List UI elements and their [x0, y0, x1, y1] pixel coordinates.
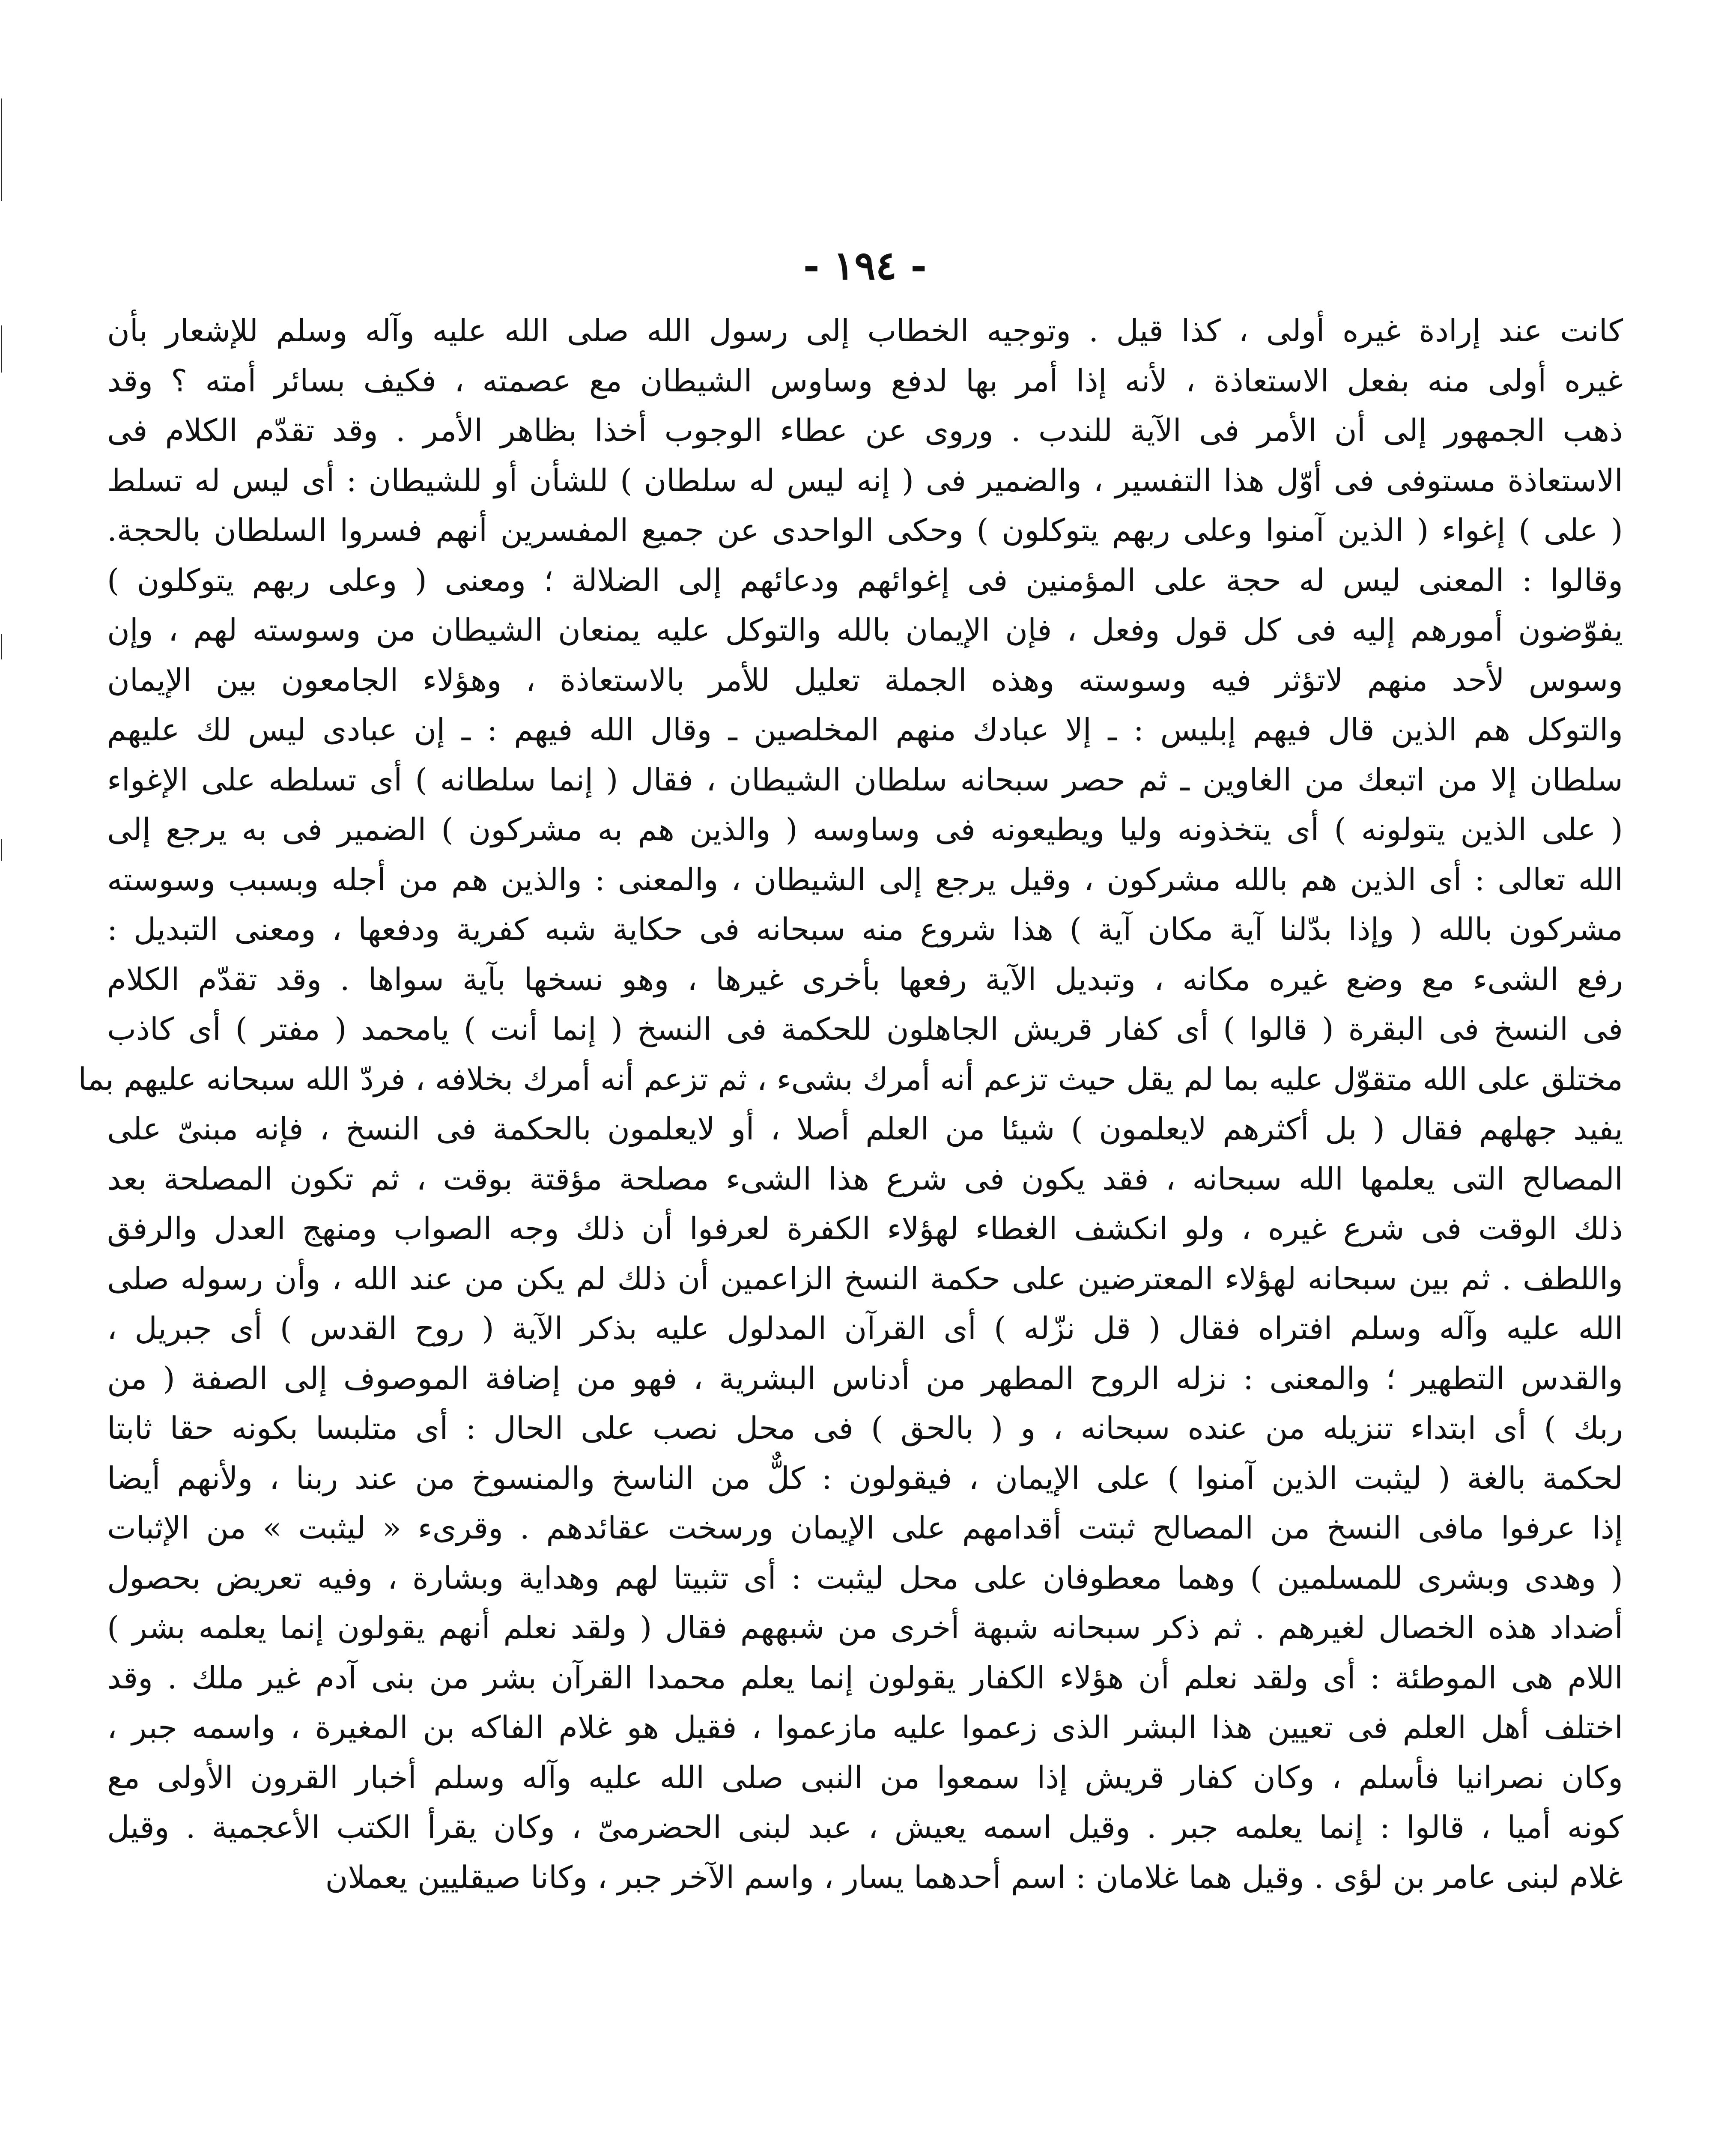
scan-mark: [1, 98, 2, 201]
page-number: - ١٩٤ -: [803, 242, 927, 289]
text-line: اللام هى الموطئة : أى ولقد نعلم أن هؤلاء الكفار يقولون إنما يعلم محمدا القرآن بشر من بنى آدم غير ملك . وقد: [107, 1659, 1623, 1696]
text-line: وقالوا : المعنى ليس له حجة على المؤمنين فى إغوائهم ودعائهم إلى الضلالة ؛ ومعنى ( وعلى ربهم يتوكلون ): [107, 562, 1623, 598]
text-line: والتوكل هم الذين قال فيهم إبليس : ـ إلا عبادك منهم المخلصين ـ وقال الله فيهم : ـ إن عبادى ليس لك عليهم: [107, 712, 1623, 748]
text-line: كانت عند إرادة غيره أولى ، كذا قيل . وتوجيه الخطاب إلى رسول الله صلى الله عليه وآله وسلم للإشعار بأن: [107, 313, 1623, 349]
text-line: الله تعالى : أى الذين هم بالله مشركون ، وقيل يرجع إلى الشيطان ، والمعنى : والذين هم من أجله وبسبب وسوسته: [107, 861, 1623, 898]
text-line: ربك ) أى ابتداء تنزيله من عنده سبحانه ، و ( بالحق ) فى محل نصب على الحال : أى متلبسا بكونه حقا ثابتا: [107, 1410, 1623, 1446]
text-line: ذهب الجمهور إلى أن الأمر فى الآية للندب . وروى عن عطاء الوجوب أخذا بظاهر الأمر . وقد تقدّم الكلام فى: [107, 412, 1623, 448]
text-line: مختلق على الله متقوّل عليه بما لم يقل حيث تزعم أنه أمرك بشىء ، ثم تزعم أنه أمرك بخلافه ، فردّ الله سبحانه عليهم بما: [78, 1061, 1623, 1097]
text-line: إذا عرفوا مافى النسخ من المصالح ثبتت أقدامهم على الإيمان ورسخت عقائدهم . وقرىء « ليثبت » من الإثبات: [107, 1510, 1623, 1546]
text-line: ( على الذين يتولونه ) أى يتخذونه وليا ويطيعونه فى وساوسه ( والذين هم به مشركون ) الضمير فى به يرجع إلى: [107, 811, 1623, 847]
text-line: أضداد هذه الخصال لغيرهم . ثم ذكر سبحانه شبهة أخرى من شبههم فقال ( ولقد نعلم أنهم يقولون إنما يعلمه بشر ): [107, 1610, 1623, 1646]
document-page: [78, 240, 1623, 2141]
text-line: ( وهدى وبشرى للمسلمين ) وهما معطوفان على محل ليثبت : أى تثبيتا لهم وهداية وبشارة ، وفيه تعريض بحصول: [107, 1560, 1623, 1596]
text-line: لحكمة بالغة ( ليثبت الذين آمنوا ) على الإيمان ، فيقولون : كلٌّ من الناسخ والمنسوخ من عند ربنا ، ولأنهم أيضا: [107, 1460, 1623, 1496]
scan-mark: [1, 634, 2, 659]
text-line: وسوس لأحد منهم لاتؤثر فيه وسوسته وهذه الجملة تعليل للأمر بالاستعاذة ، وهؤلاء الجامعون بين الإيمان: [107, 662, 1623, 698]
text-line: غيره أولى منه بفعل الاستعاذة ، لأنه إذا أمر بها لدفع وساوس الشيطان مع عصمته ، فكيف بسائر أمته ؟ وقد: [107, 362, 1623, 399]
text-line: والقدس التطهير ؛ والمعنى : نزله الروح المطهر من أدناس البشرية ، فهو من إضافة الموصوف إلى الصفة ( من: [107, 1360, 1623, 1396]
text-line: واللطف . ثم بين سبحانه لهؤلاء المعترضين على حكمة النسخ الزاعمين أن ذلك لم يكن من عند الله ، وأن رسوله صلى: [107, 1260, 1623, 1297]
text-line: كونه أميا ، قالوا : إنما يعلمه جبر . وقيل اسمه يعيش ، عبد لبنى الحضرمىّ ، وكان يقرأ الكتب الأعجمية . وقيل: [107, 1809, 1623, 1845]
text-line: مشركون بالله ( وإذا بدّلنا آية مكان آية ) هذا شروع منه سبحانه فى حكاية شبه كفرية ودفعها ، ومعنى التبديل :: [107, 911, 1623, 947]
text-line: وكان نصرانيا فأسلم ، وكان كفار قريش إذا سمعوا من النبى صلى الله عليه وآله وسلم أخبار القرون الأولى مع: [107, 1759, 1623, 1795]
text-line: الاستعاذة مستوفى فى أوّل هذا التفسير ، والضمير فى ( إنه ليس له سلطان ) للشأن أو للشيطان : أى ليس له تسلط: [107, 462, 1623, 498]
text-line: اختلف أهل العلم فى تعيين هذا البشر الذى زعموا عليه مازعموا ، فقيل هو غلام الفاكه بن المغيرة ، واسمه جبر ،: [107, 1709, 1623, 1745]
text-line: غلام لبنى عامر بن لؤى . وقيل هما غلامان : اسم أحدهما يسار ، واسم الآخر جبر ، وكانا صيقليين يعملان: [325, 1859, 1623, 1895]
text-line: سلطان إلا من اتبعك من الغاوين ـ ثم حصر سبحانه سلطان الشيطان ، فقال ( إنما سلطانه ) أى تسلطه على الإغواء: [107, 761, 1623, 798]
text-line: يفوّضون أمورهم إليه فى كل قول وفعل ، فإن الإيمان بالله والتوكل عليه يمنعان الشيطان من وسوسته لهم ، وإن: [107, 612, 1623, 648]
text-line: المصالح التى يعلمها الله سبحانه ، فقد يكون فى شرع هذا الشىء مصلحة مؤقتة بوقت ، ثم تكون المصلحة بعد: [107, 1160, 1623, 1197]
text-line: يفيد جهلهم فقال ( بل أكثرهم لايعلمون ) شيئا من العلم أصلا ، أو لايعلمون بالحكمة فى النسخ ، فإنه مبنىّ على: [107, 1111, 1623, 1147]
text-line: فى النسخ فى البقرة ( قالوا ) أى كفار قريش الجاهلون للحكمة فى النسخ ( إنما أنت ) يامحمد ( مفتر ) أى كاذب: [107, 1011, 1623, 1047]
text-line: ( على ) إغواء ( الذين آمنوا وعلى ربهم يتوكلون ) وحكى الواحدى عن جميع المفسرين أنهم فسروا السلطان بالحجة.: [107, 512, 1623, 548]
scan-edge: [0, 0, 4, 2141]
scan-mark: [1, 839, 2, 861]
body-text: [78, 306, 1623, 1902]
text-line: ذلك الوقت فى شرع غيره ، ولو انكشف الغطاء لهؤلاء الكفرة لعرفوا أن ذلك وجه الصواب ومنهج العدل والرفق: [107, 1211, 1623, 1246]
text-line: رفع الشىء مع وضع غيره مكانه ، وتبديل الآية رفعها بأخرى غيرها ، وهو نسخها بآية سواها . وقد تقدّم الكلام: [107, 961, 1623, 997]
text-line: الله عليه وآله وسلم افتراه فقال ( قل نزّله ) أى القرآن المدلول عليه بذكر الآية ( روح القدس ) أى جبريل ،: [107, 1310, 1623, 1346]
scan-mark: [1, 325, 2, 373]
